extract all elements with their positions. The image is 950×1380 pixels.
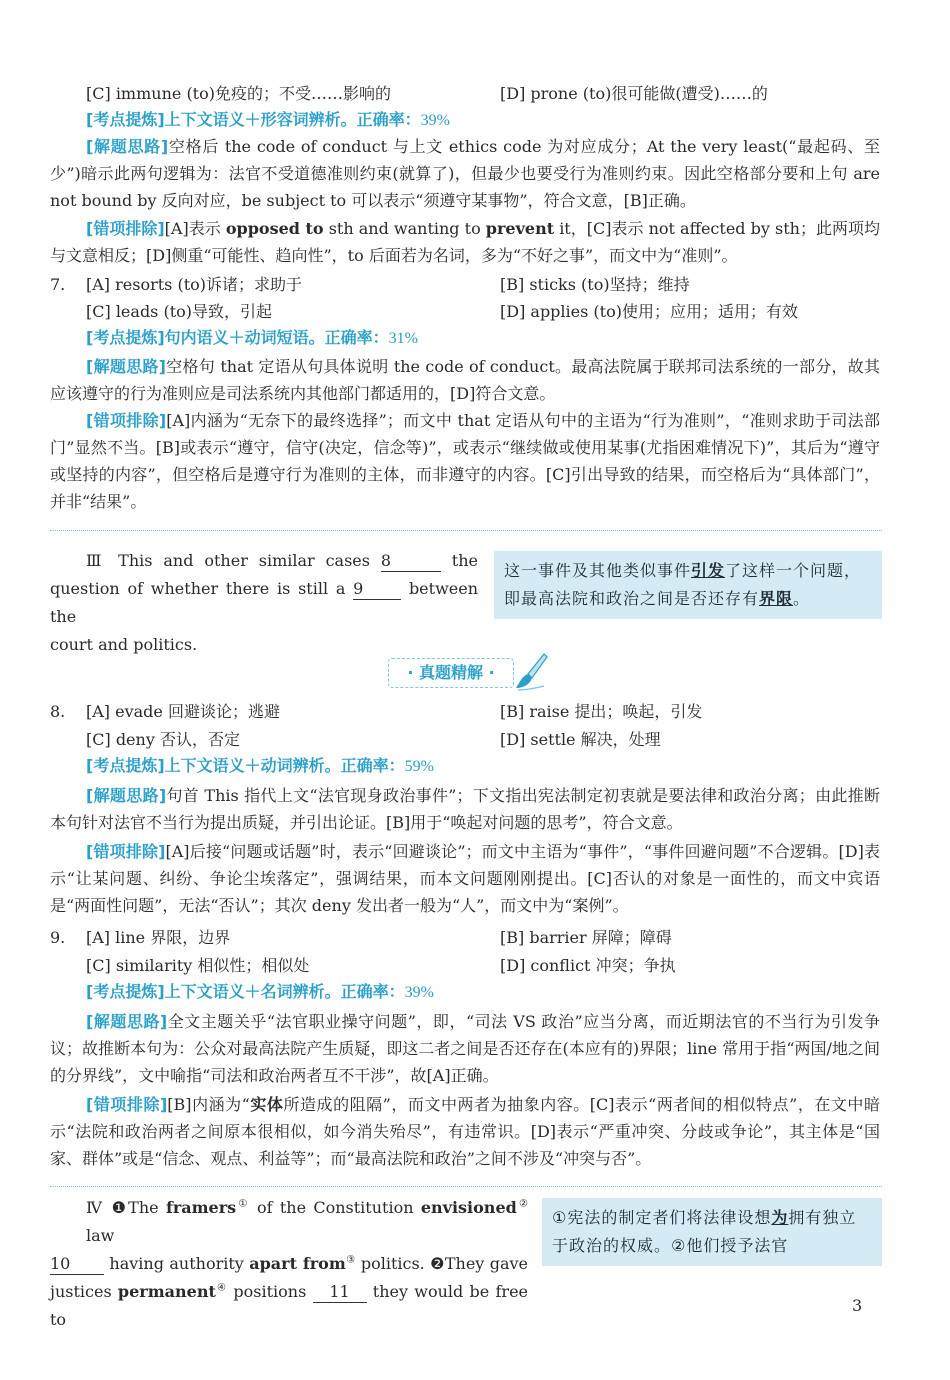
section-banner: · 真题精解 · (388, 658, 514, 688)
translation-highlight: 为 (771, 1208, 789, 1227)
key-point-tag: [考点提炼] (86, 328, 165, 347)
vocab-number: ③ (345, 1254, 356, 1266)
elimination-tag: [错项排除] (86, 411, 167, 430)
translation-box (542, 1198, 882, 1266)
solution-paragraph (50, 1008, 880, 1089)
key-point-text: 上下文语义＋动词辨析。正确率： (164, 756, 405, 775)
blank-11: 11 (313, 1282, 367, 1303)
passage-text: politics. (355, 1254, 431, 1273)
key-point-line (86, 982, 434, 1003)
elimination-tag: [错项排除] (86, 842, 166, 861)
passage-text: they would be free to (50, 1282, 529, 1329)
key-point-tag: [考点提炼] (86, 982, 165, 1001)
solution-tag: [解题思路] (86, 357, 166, 376)
passage-excerpt (50, 1194, 528, 1334)
key-point-text: 句内语义＋动词短语。正确率： (164, 328, 389, 347)
passage-text: The (128, 1198, 166, 1217)
accuracy-rate: 31% (388, 330, 418, 347)
solution-text: 句首 This 指代上文“法官现身政治事件”；下文指出宪法制定初衷就是要法律和政治分离；由此推断本句针对法官不当行为提出质疑，并引出论证。[B]用于“唤起对问题的思考”，符合文意。 (50, 786, 880, 832)
option-a: [A] resorts (to)诉诸；求助于 (86, 275, 303, 294)
elimination-tag: [错项排除] (86, 1095, 168, 1114)
passage-text: between the (50, 579, 479, 626)
solution-text: 空格句 that 定语从句具体说明 the code of conduct。最高法院属于联邦司法系统的一部分，故其应该遵守的行为准则应是司法系统内其他部门都适用的，[D]符合文意。 (50, 357, 880, 403)
accuracy-rate: 39% (404, 984, 434, 1001)
passage-line (50, 1278, 528, 1334)
passage-text: They gave (444, 1254, 529, 1273)
passage-line: court and politics. (50, 635, 198, 654)
section-divider (50, 1186, 882, 1187)
option-c: [C] similarity 相似性；相似处 (86, 956, 310, 975)
elimination-text: 所造成的阻隔”，而文中两者为抽象内容。[C]表示“两者间的相似特点”，在文中暗示“法院和政治两者之间原本很相似，如今消失殆尽”，有违常识。[D]表示“严重冲突、分歧或争论”，其主体是“国家、群体”或是“信念、观点、利益等”；而“最高法院和政治”之间不涉及“冲突与否”。 (50, 1095, 880, 1168)
passage-text: of the Constitution (249, 1198, 421, 1217)
key-point-text: 上下文语义＋名词辨析。正确率： (164, 982, 405, 1001)
passage-text: positions (227, 1282, 313, 1301)
vocab-word: framers (165, 1198, 237, 1217)
passage-line (50, 575, 478, 631)
option-c: [C] deny 否认，否定 (86, 730, 240, 749)
key-point-text: 上下文语义＋形容词辨析。正确率： (164, 110, 421, 129)
passage-line (50, 547, 478, 575)
passage-text: question of whether there is still a (50, 579, 346, 598)
key-point-tag: [考点提炼] (86, 110, 165, 129)
passage-text: This and other similar cases (118, 551, 370, 570)
solution-text: 全文主题关乎“法官职业操守问题”，即，“司法 VS 政治”应当分离，而近期法官的不当行为引发争议；故推断本句为：公众对最高法院产生质疑，即这二者之间是否还存在(本应有的)界限；line 常用于指“两国/地之间的分界线”，文中喻指“司法和政治两者互不干涉”，故[A]正确。 (50, 1012, 880, 1085)
passage-text: the (451, 551, 478, 570)
translation-text: 了这样一个问题，即最高法院和政治之间是否还存有 (504, 561, 862, 608)
translation-highlight: 引发 (691, 561, 726, 580)
section-numeral: Ⅲ (86, 551, 108, 570)
option-c: [C] leads (to)导致，引起 (86, 302, 273, 321)
option-a: [A] line 界限，边界 (86, 928, 231, 947)
elimination-text: sth and wanting to (323, 219, 486, 238)
vocab-number: ④ (215, 1282, 228, 1294)
passage-text: law (86, 1226, 115, 1245)
passage-line (50, 1250, 528, 1278)
vocab-number: ① (236, 1198, 250, 1210)
elimination-text: [A]表示 (164, 219, 226, 238)
passage-text: having authority (104, 1254, 250, 1273)
option-d: [D] applies (to)使用；应用；适用；有效 (500, 302, 798, 321)
option-b: [B] barrier 屏障；障碍 (500, 928, 672, 947)
option-d: [D] prone (to)很可能做(遭受)……的 (500, 84, 768, 103)
accuracy-rate: 59% (404, 758, 434, 775)
elimination-tag: [错项排除] (86, 219, 165, 238)
option-a: [A] evade 回避谈论；逃避 (86, 702, 280, 721)
vocab-word: envisioned (420, 1198, 517, 1217)
bold-term: 实体 (249, 1095, 284, 1114)
page-number: 3 (852, 1296, 863, 1315)
elimination-text: [B]内涵为“ (167, 1095, 250, 1114)
key-point-line (86, 110, 450, 131)
vocab-word: permanent (117, 1282, 216, 1301)
translation-box (494, 551, 882, 619)
blank-8: 8 (381, 551, 441, 572)
section-divider (50, 530, 882, 531)
elimination-text: [A]内涵为“无奈下的最终选择”；而文中 that 定语从句中的主语为“行为准则”，“准则求助于司法部门”显然不当。[B]或表示“遵守，信守(决定，信念等)”，或表示“继续做或使用某事(尤指困难情况下)”，其后为“遵守或坚持的内容”，但空格后是遵守行为准则的主体，而非遵守的内容。[C]引出导致的结果，而空格后为“具体部门”，并非“结果”。 (50, 411, 880, 511)
translation-text: 拥有独立于政治的权威。②他们授予法官 (552, 1208, 857, 1255)
translation-text: ①宪法的制定者们将法律设想 (552, 1208, 772, 1227)
key-point-line (86, 328, 418, 349)
passage-line (50, 1194, 528, 1250)
option-c: [C] immune (to)免疫的；不受……影响的 (86, 84, 391, 103)
elimination-paragraph (50, 407, 880, 515)
blank-10: 10 (50, 1254, 104, 1275)
solution-tag: [解题思路] (86, 137, 169, 156)
question-number: 8. (50, 702, 66, 721)
key-point-tag: [考点提炼] (86, 756, 165, 775)
question-number: 9. (50, 928, 66, 947)
sentence-marker: ❷ (430, 1254, 445, 1273)
elimination-paragraph (50, 215, 880, 269)
elimination-paragraph (50, 1091, 880, 1172)
section-numeral: Ⅳ (86, 1198, 105, 1217)
option-b: [B] sticks (to)坚持；维持 (500, 275, 690, 294)
elimination-text: [A]后接“问题或话题”时，表示“回避谈论”；而文中主语为“事件”，“事件回避问题”不合逻辑。[D]表示“让某问题、纠纷、争论尘埃落定”，强调结果，而本文问题刚刚提出。[C]否认的对象是一面性的，而文中宾语是“两面性问题”，无法“否认”；其次 deny 发出者一般为“人”，而文中为“案例”。 (50, 842, 880, 915)
sentence-marker: ❶ (111, 1198, 129, 1217)
question-number: 7. (50, 275, 66, 294)
solution-paragraph (50, 353, 880, 407)
translation-highlight: 界限 (759, 589, 794, 608)
key-point-line (86, 756, 434, 777)
bold-term: opposed to (225, 219, 324, 238)
option-d: [D] settle 解决，处理 (500, 730, 661, 749)
elimination-paragraph (50, 838, 880, 919)
translation-text: 。 (793, 589, 811, 608)
option-d: [D] conflict 冲突；争执 (500, 956, 676, 975)
translation-text: 这一事件及其他类似事件 (504, 561, 692, 580)
blank-9: 9 (353, 579, 401, 600)
brush-icon (514, 652, 548, 692)
vocab-number: ② (516, 1198, 529, 1210)
passage-text: justices (50, 1282, 118, 1301)
elimination-text: it，[C]表示 not affected by sth；此两项均与文意相反；[D]侧重“可能性、趋向性”，to 后面若为名词，多为“不好之事”，而文中为“准则”。 (50, 219, 880, 265)
solution-tag: [解题思路] (86, 1012, 168, 1031)
solution-paragraph (50, 782, 880, 836)
solution-tag: [解题思路] (86, 786, 167, 805)
passage-excerpt (50, 547, 478, 659)
accuracy-rate: 39% (420, 112, 450, 129)
solution-text: 空格后 the code of conduct 与上文 ethics code 为对应成分；At the very least(“最起码、至少”)暗示此两句逻辑为：法官不受道德准则约束(就算了)，但最少也要受行为准则约束。因此空格部分要和上句 are not bound by 反向对应，be subject to 可以表示“须遵守某事物”，符合文意，[B]正确。 (50, 137, 880, 210)
bold-term: prevent (485, 219, 555, 238)
option-b: [B] raise 提出；唤起，引发 (500, 702, 703, 721)
vocab-word: apart from (249, 1254, 346, 1273)
solution-paragraph (50, 133, 880, 214)
